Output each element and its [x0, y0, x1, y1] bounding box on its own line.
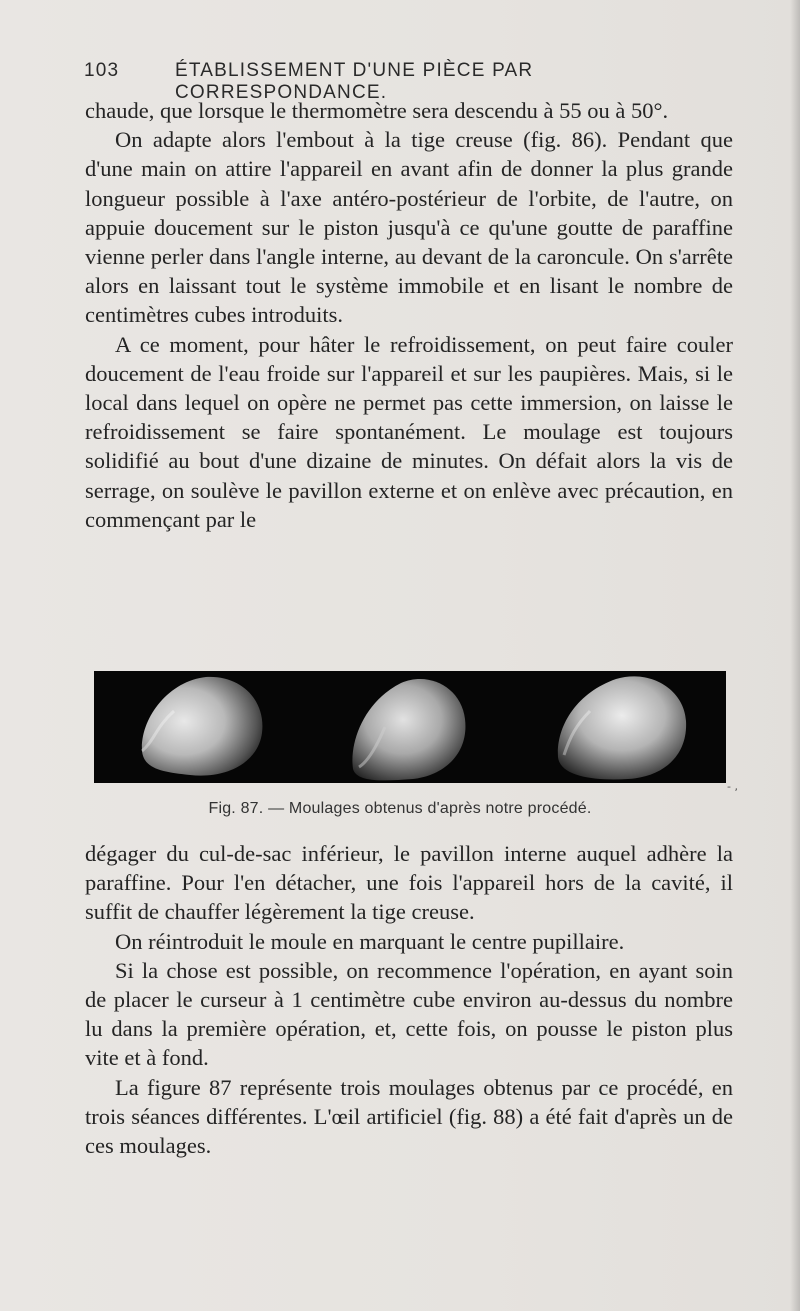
paragraph: La figure 87 représente trois moulages obtenus par ce procédé, en trois séances différentes. L'œil artificiel (fig. 88) a été fait d'après un de ces moulages. [85, 1074, 733, 1159]
page-number: 103 [84, 60, 120, 81]
paragraph: dégager du cul-de-sac inférieur, le pavillon interne auquel adhère la paraffine. Pour l'en détacher, une fois l'appareil hors de la cavité, il suffit de chauffer légèrement la tige creuse. [85, 841, 733, 925]
paragraph: A ce moment, pour hâter le refroidissement, on peut faire couler doucement de l'eau froide sur l'appareil et sur les paupières. Mais, si le local dans lequel on opère ne permet pas cette immersion, on laisse le refroidissement se faire spontanément. Le moulage est toujours solidifié au bout d'une dizaine de minutes. On défait alors la vis de serrage, on soulève le pavillon externe et on enlève avec précaution, en commençant par le [85, 331, 733, 532]
figure-87-photograph [94, 671, 726, 783]
paragraph: On adapte alors l'embout à la tige creuse (fig. 86). Pendant que d'une main on attire l'appareil en avant afin de donner la plus grande longueur possible à l'axe antéro-postérieur de l'orbite, de l'autre, on appuie doucement sur le piston jusqu'à ce qu'une goutte de paraffine vienne perler dans l'angle interne, au devant de la caroncule. On s'arrête alors en laissant tout le système immobile et en lisant le nombre de centimètres cubes introduits. [85, 127, 733, 328]
mold-center [339, 671, 479, 783]
mold-right [546, 671, 696, 783]
running-title: ÉTABLISSEMENT D'UNE PIÈCE PAR CORRESPONDANCE. [175, 60, 534, 103]
text-after-figure [85, 839, 733, 1160]
paragraph: On réintroduit le moule en marquant le centre pupillaire. [115, 928, 625, 954]
mold-left [134, 671, 274, 783]
figure-mark: - , [727, 780, 738, 793]
figure-caption: Fig. 87. — Moulages obtenus d'après notre procédé. [208, 800, 592, 817]
text-before-figure [85, 96, 733, 534]
page-edge-shadow [790, 0, 800, 1311]
paragraph: Si la chose est possible, on recommence l'opération, en ayant soin de placer le curseur à 1 centimètre cube environ au-dessus du nombre lu dans la première opération, et, cette fois, on pousse le piston plus vite et à fond. [85, 957, 733, 1071]
paragraph: chaude, que lorsque le thermomètre sera descendu à 55 ou à 50°. [85, 98, 669, 123]
running-head [84, 60, 726, 103]
